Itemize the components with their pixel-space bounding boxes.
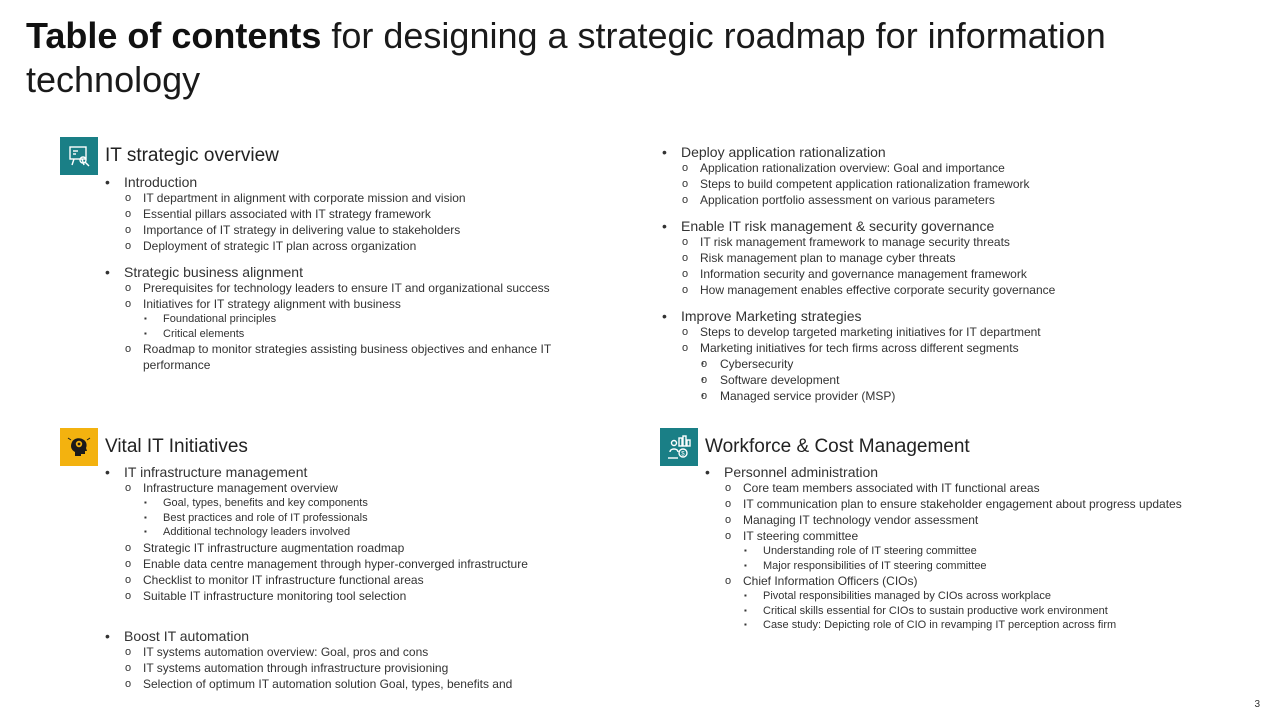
list-item: ▪ Case study: Depicting role of CIO in revamping IT perception across firm (743, 618, 1205, 633)
right-top-list (662, 144, 1222, 404)
list-item: o Importance of IT strategy in delivering value to stakeholders (124, 222, 605, 238)
list-item: o Essential pillars associated with IT strategy framework (124, 206, 605, 222)
list-item: ▪ Additional technology leaders involved (143, 525, 625, 540)
title-bold: Table of contents (26, 15, 322, 56)
list-item: ▪ Critical skills essential for CIOs to sustain productive work environment (743, 604, 1205, 619)
section-header (60, 428, 248, 466)
list-item: o Managing IT technology vendor assessment (724, 512, 1205, 528)
list-item: o Strategic IT infrastructure augmentation roadmap (124, 540, 625, 556)
list-item: o Steps to develop targeted marketing initiatives for IT department (681, 324, 1222, 340)
list-item: o Risk management plan to manage cyber threats (681, 250, 1222, 266)
list-item: o Core team members associated with IT functional areas (724, 480, 1205, 496)
list-item: • Boost IT automation (105, 628, 625, 644)
section-it-strategic-overview (60, 137, 279, 175)
list-item: • Introduction (105, 174, 605, 190)
list-item: o Checklist to monitor IT infrastructure functional areas (124, 572, 625, 588)
list-item: o Application portfolio assessment on various parameters (681, 192, 1222, 208)
section-workforce-cost-management (660, 428, 970, 466)
page-title (26, 14, 1226, 102)
section-header (60, 137, 279, 175)
section-title: IT strategic overview (105, 145, 279, 166)
svg-text:$: $ (681, 451, 685, 458)
workforce-list (705, 464, 1205, 633)
section-vital-it-initiatives (60, 428, 248, 466)
list-item: • Enable IT risk management & security governance (662, 218, 1222, 234)
list-item: o How management enables effective corporate security governance (681, 282, 1222, 298)
list-item: o Marketing initiatives for tech firms across different segments (681, 340, 1222, 356)
list-item: ▪ Foundational principles (143, 312, 605, 327)
list-item: o Application rationalization overview: Goal and importance (681, 160, 1222, 176)
list-item: ▪ Critical elements (143, 327, 605, 342)
list-item: o Enable data centre management through hyper-converged infrastructure (124, 556, 625, 572)
list-item: ▪ Goal, types, benefits and key components (143, 496, 625, 511)
list-item: o IT department in alignment with corporate mission and vision (124, 190, 605, 206)
list-item: o IT steering committee (724, 528, 1205, 544)
list-item: ▪ Pivotal responsibilities managed by CIOs across workplace (743, 589, 1205, 604)
head-gear-icon (60, 428, 98, 466)
list-item: o Chief Information Officers (CIOs) (724, 573, 1205, 589)
page-number: 3 (1254, 699, 1260, 710)
list-item: o IT communication plan to ensure stakeholder engagement about progress updates (724, 496, 1183, 512)
list-item: • IT infrastructure management (105, 464, 625, 480)
strategy-board-icon (60, 137, 98, 175)
list-item: o Initiatives for IT strategy alignment with business (124, 296, 605, 312)
vital-list (105, 464, 625, 692)
cost-people-icon (660, 428, 698, 466)
list-item: o Steps to build competent application rationalization framework (681, 176, 1222, 192)
list-item: ▪ Understanding role of IT steering committee (743, 544, 1205, 559)
list-item: o Suitable IT infrastructure monitoring tool selection (124, 588, 625, 604)
list-item: o Deployment of strategic IT plan across organization (124, 238, 605, 254)
section-header (660, 428, 970, 466)
section-title: Vital IT Initiatives (105, 436, 248, 457)
list-item: • Improve Marketing strategies (662, 308, 1222, 324)
list-item: o IT systems automation through infrastructure provisioning (124, 660, 625, 676)
list-item: o Selection of optimum IT automation solution Goal, types, benefits and (124, 676, 625, 692)
list-item: o Roadmap to monitor strategies assisting business objectives and enhance IT performance (124, 341, 605, 373)
list-item: o Infrastructure management overview (124, 480, 625, 496)
list-item: o Prerequisites for technology leaders to ensure IT and organizational success (124, 280, 605, 296)
list-item: o IT systems automation overview: Goal, pros and cons (124, 644, 625, 660)
list-item: o ▪ Cybersecurity (700, 356, 1222, 372)
title-rest: for designing a strategic roadmap for information technology (26, 15, 1106, 100)
list-item-text: Managed service provider (MSP) (720, 389, 896, 403)
list-item: o ▪ Software development (700, 372, 1222, 388)
list-item: o Information security and governance management framework (681, 266, 1222, 282)
list-item-text: Software development (720, 373, 840, 387)
list-item: • Strategic business alignment (105, 264, 605, 280)
section-title: Workforce & Cost Management (705, 436, 970, 457)
list-item: o IT risk management framework to manage security threats (681, 234, 1222, 250)
list-item: ▪ Best practices and role of IT professionals (143, 511, 625, 526)
list-item: ▪ Major responsibilities of IT steering committee (743, 559, 1205, 574)
list-item-text: Cybersecurity (720, 357, 794, 371)
list-item: • Personnel administration (705, 464, 1205, 480)
list-item: • Deploy application rationalization (662, 144, 1222, 160)
it-overview-list (105, 174, 605, 373)
list-item: o ▪ Managed service provider (MSP) (700, 388, 1222, 404)
